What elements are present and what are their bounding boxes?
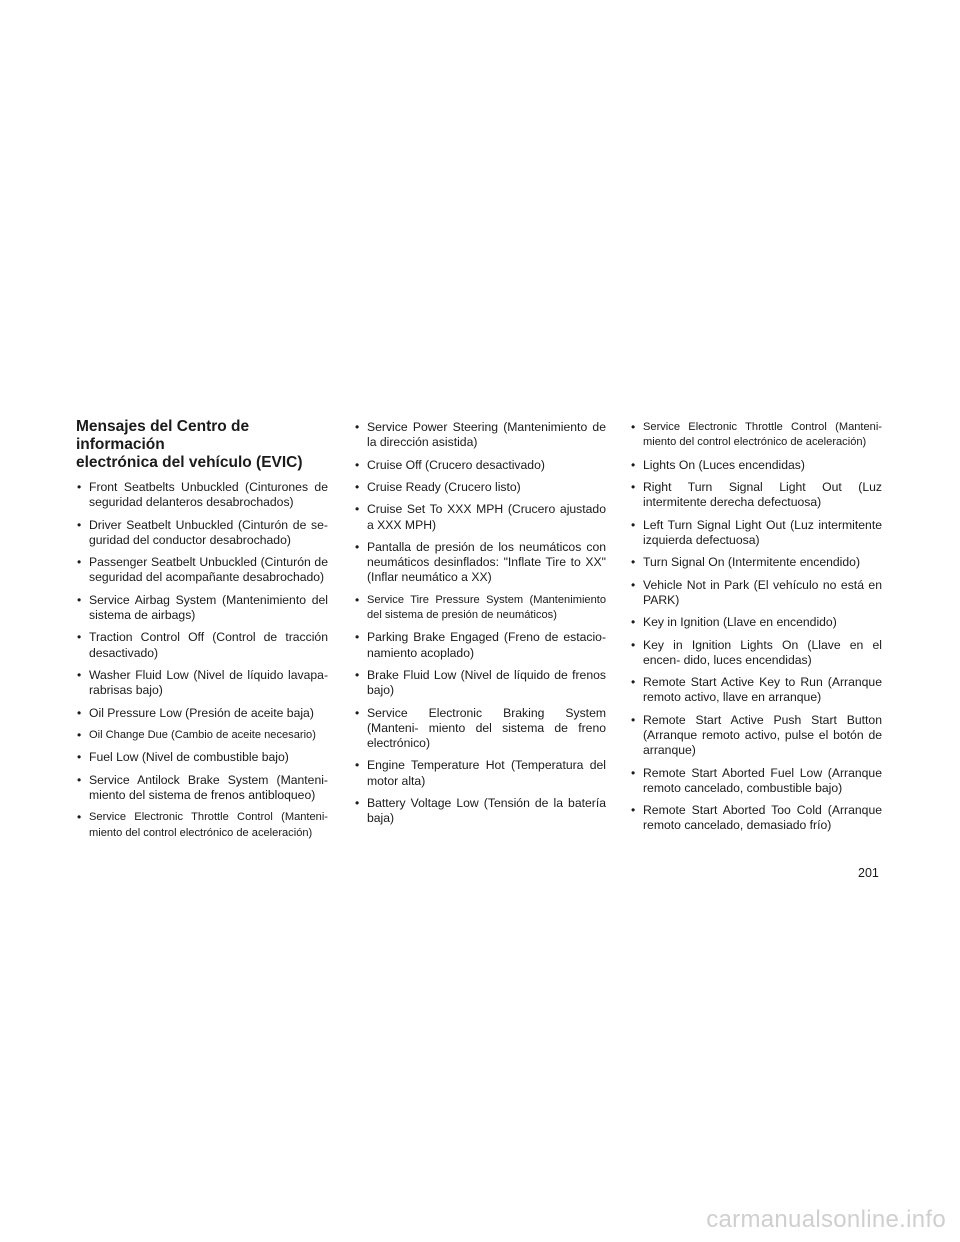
list-item: • Lights On (Luces encendidas): [630, 458, 882, 473]
column-left: [76, 418, 328, 848]
list-item: • Remote Start Aborted Fuel Low (Arranque remoto cancelado, combustible bajo): [630, 766, 882, 796]
list-item: • Service Electronic Throttle Control (Manteni- miento del control electrónico de aceleración): [630, 420, 882, 450]
page-number: 201: [858, 866, 879, 880]
list-item: • Oil Change Due (Cambio de aceite necesario): [76, 728, 328, 743]
list-item: • Vehicle Not in Park (El vehículo no está en PARK): [630, 578, 882, 608]
list-item: • Service Antilock Brake System (Manteni- miento del sistema de frenos antibloqueo): [76, 773, 328, 803]
list-item: • Service Electronic Throttle Control (Manteni- miento del control electrónico de aceleración): [76, 810, 328, 840]
list-item: • Traction Control Off (Control de tracción desactivado): [76, 630, 328, 660]
list-item: • Brake Fluid Low (Nivel de líquido de frenos bajo): [354, 668, 606, 698]
list-item: • Cruise Ready (Crucero listo): [354, 480, 606, 495]
list-item: • Passenger Seatbelt Unbuckled (Cinturón de seguridad del acompañante desabrochado): [76, 555, 328, 585]
list-item: • Cruise Off (Crucero desactivado): [354, 458, 606, 473]
list-item: • Service Power Steering (Mantenimiento de la dirección asistida): [354, 420, 606, 450]
evic-message-list-2: [354, 420, 606, 826]
list-item: • Service Airbag System (Mantenimiento del sistema de airbags): [76, 593, 328, 623]
list-item: • Left Turn Signal Light Out (Luz intermitente izquierda defectuosa): [630, 518, 882, 548]
list-item: • Remote Start Active Key to Run (Arranque remoto activo, llave en arranque): [630, 675, 882, 705]
list-item: • Remote Start Active Push Start Button (Arranque remoto activo, pulse el botón de arranque): [630, 713, 882, 759]
list-item: • Cruise Set To XXX MPH (Crucero ajustado a XXX MPH): [354, 502, 606, 532]
evic-message-list-1: [76, 480, 328, 841]
section-title: [76, 418, 328, 472]
section-title-line-2: electrónica del vehículo (EVIC): [76, 454, 303, 471]
list-item: • Oil Pressure Low (Presión de aceite baja): [76, 706, 328, 721]
list-item: • Service Electronic Braking System (Manteni- miento del sistema de freno electrónico): [354, 706, 606, 752]
list-item: • Service Tire Pressure System (Mantenimiento del sistema de presión de neumáticos): [354, 593, 606, 623]
column-right: [630, 420, 882, 841]
list-item: • Driver Seatbelt Unbuckled (Cinturón de se- guridad del conductor desabrochado): [76, 518, 328, 548]
list-item: • Battery Voltage Low (Tensión de la batería baja): [354, 796, 606, 826]
list-item: • Remote Start Aborted Too Cold (Arranque remoto cancelado, demasiado frío): [630, 803, 882, 833]
list-item: • Turn Signal On (Intermitente encendido): [630, 555, 882, 570]
list-item: • Right Turn Signal Light Out (Luz intermitente derecha defectuosa): [630, 480, 882, 510]
list-item: • Front Seatbelts Unbuckled (Cinturones de seguridad delanteros desabrochados): [76, 480, 328, 510]
list-item: • Parking Brake Engaged (Freno de estacio- namiento acoplado): [354, 630, 606, 660]
list-item: • Key in Ignition (Llave en encendido): [630, 615, 882, 630]
watermark: carmanualsonline.info: [706, 1206, 946, 1233]
list-item: • Engine Temperature Hot (Temperatura del motor alta): [354, 758, 606, 788]
column-middle: [354, 420, 606, 834]
list-item: • Fuel Low (Nivel de combustible bajo): [76, 750, 328, 765]
evic-message-list-3: [630, 420, 882, 834]
list-item: • Washer Fluid Low (Nivel de líquido lavapa- rabrisas bajo): [76, 668, 328, 698]
list-item: • Pantalla de presión de los neumáticos con neumáticos desinflados: "Inflate Tire to XX" (Inflar neumático a XX): [354, 540, 606, 586]
section-title-line-1: Mensajes del Centro de información: [76, 418, 250, 453]
list-item: • Key in Ignition Lights On (Llave en el encen- dido, luces encendidas): [630, 638, 882, 668]
